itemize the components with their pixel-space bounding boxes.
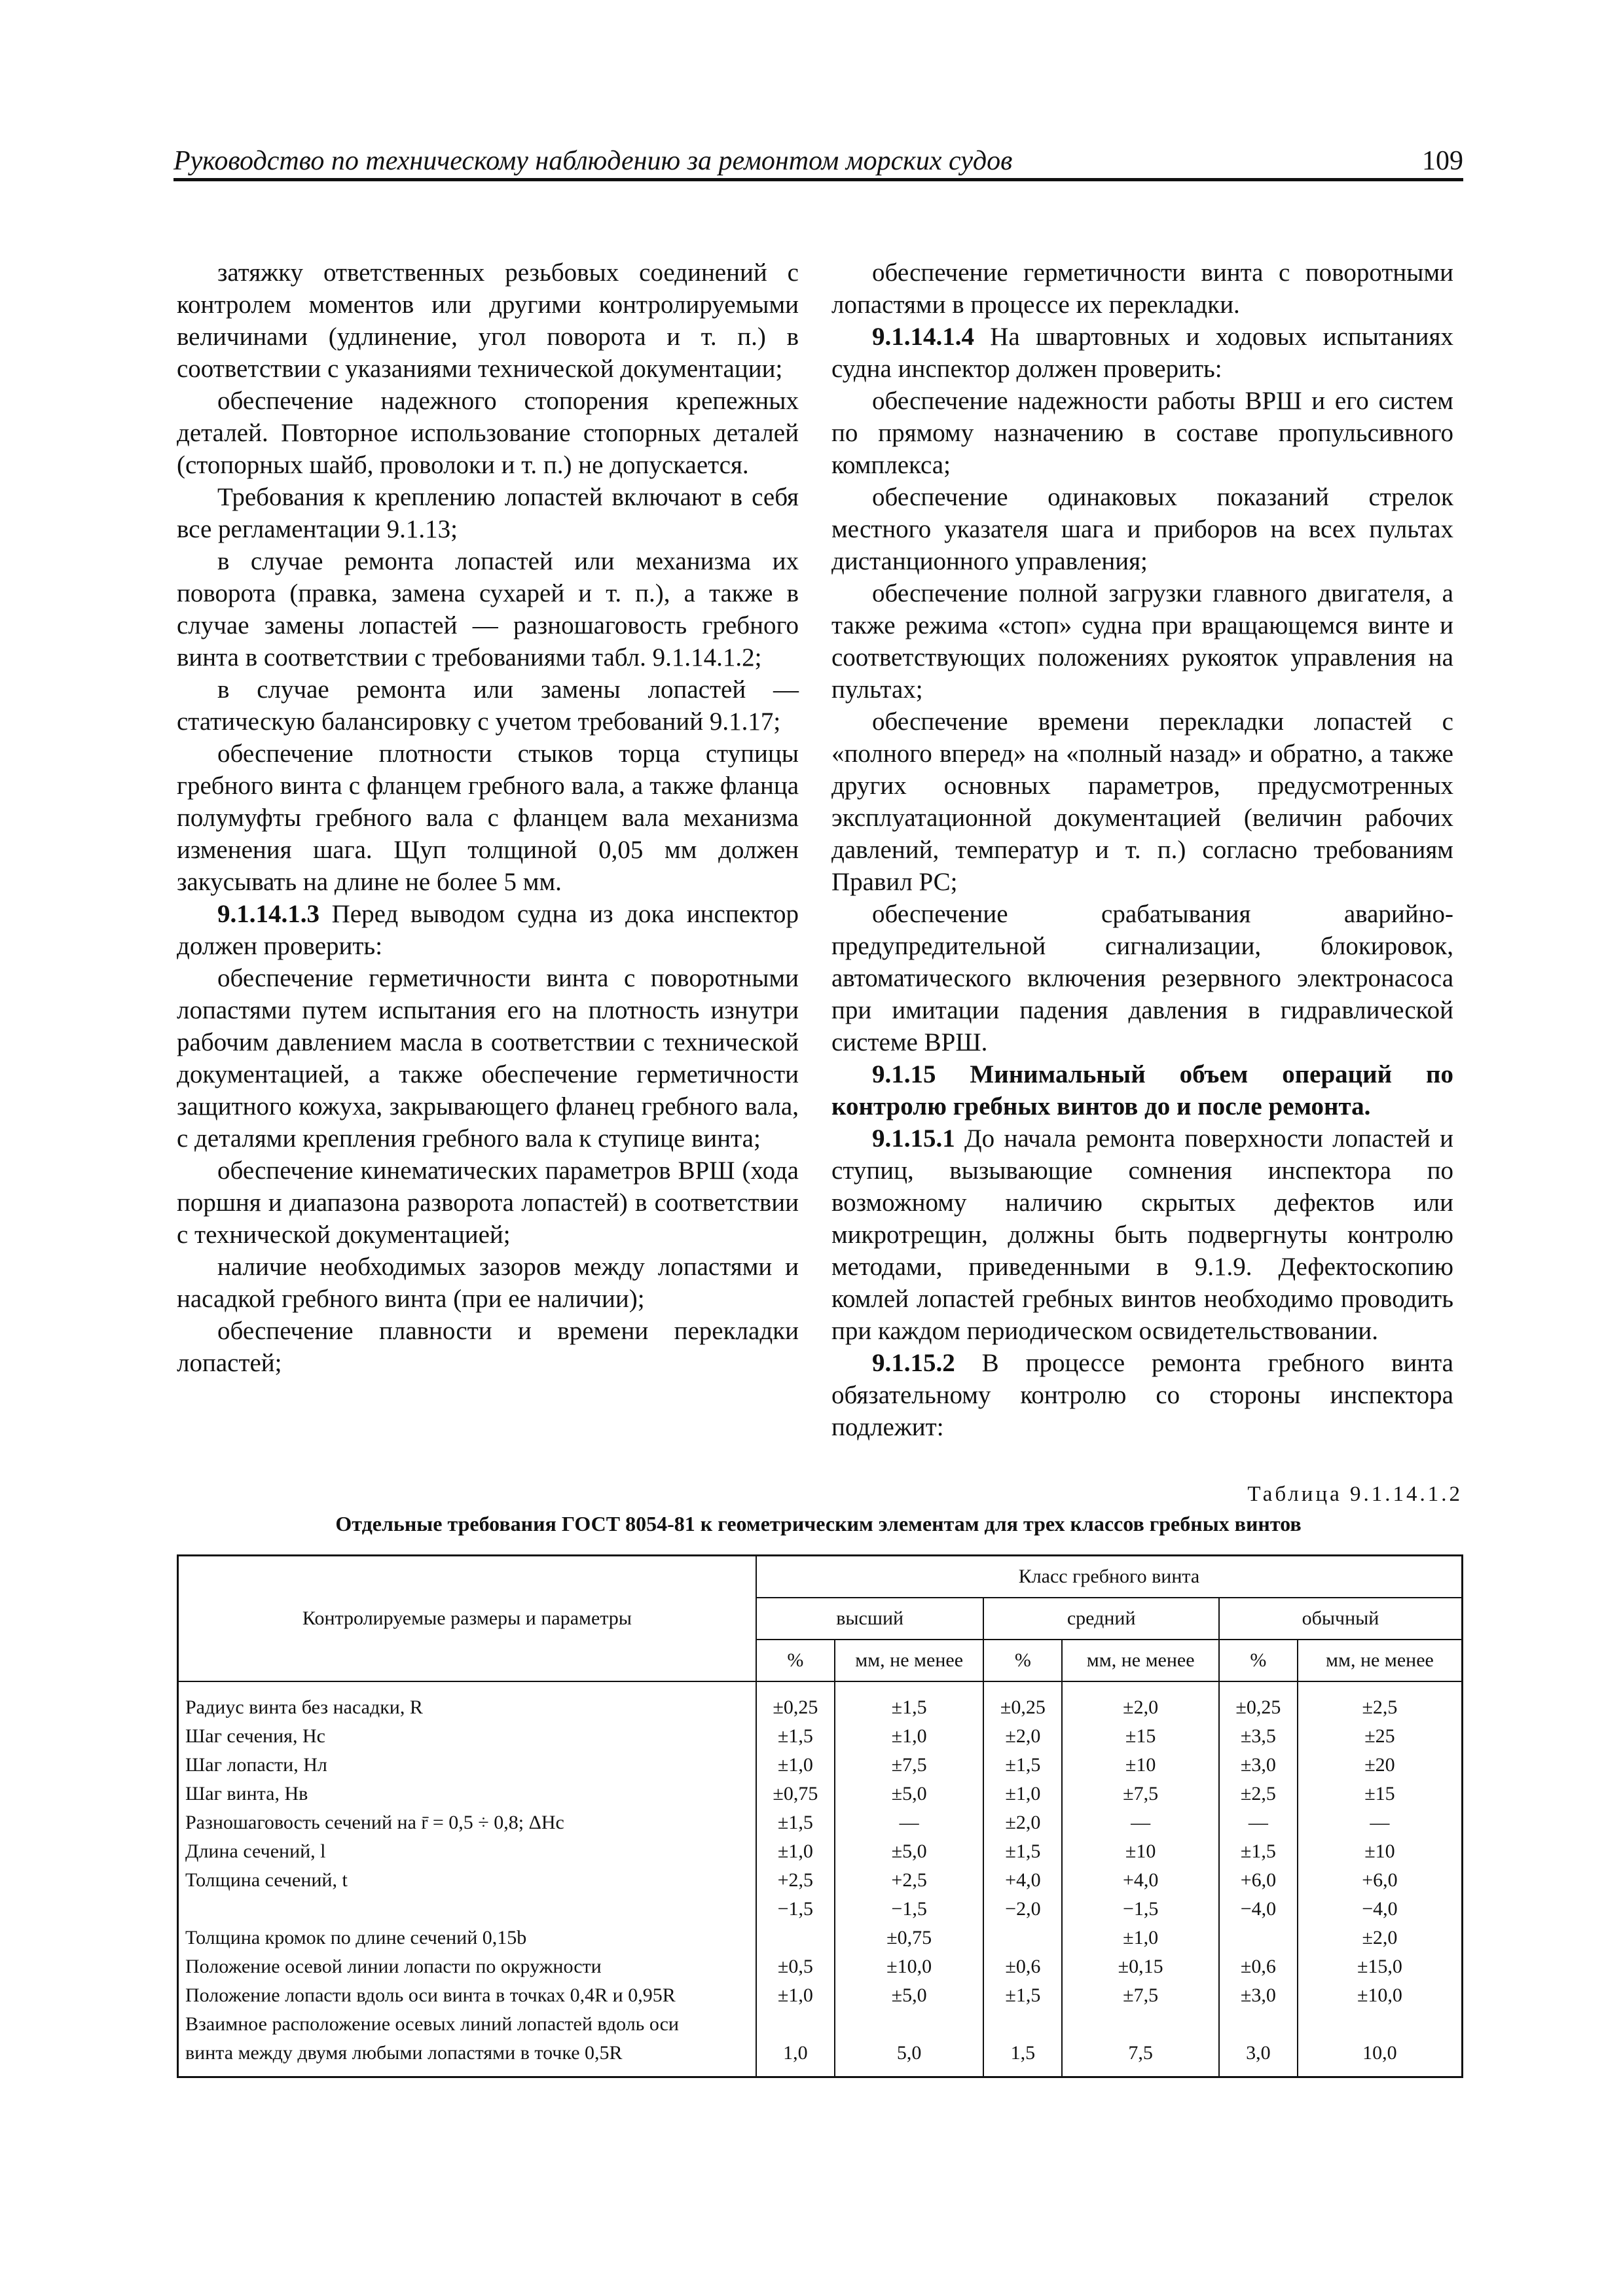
value-cell: ±1,0 [1062,1924,1219,1952]
value-cell: −1,5 [835,1895,984,1924]
value-cell: ±5,0 [835,1837,984,1866]
value-cell: — [1219,1808,1298,1837]
value-cell: ±1,0 [756,1981,835,2010]
value-cell [756,2010,835,2039]
table-row [178,1751,1463,1780]
value-cell: ±1,5 [835,1681,984,1722]
list-item: обеспечение одинаковых показаний стрелок местного указателя шага и приборов на всех пультах дистанционного управления; [831,483,1453,575]
header-class: Класс гребного винта [756,1556,1463,1598]
value-cell: ±0,75 [835,1924,984,1952]
table-row [178,1722,1463,1751]
requirements-table [177,1554,1463,2078]
param-cell: винта между двумя любыми лопастями в точке 0,5R [178,2039,756,2077]
list-item: обеспечение герметичности винта с поворотными лопастями путем испытания его на плотность изнутри рабочим давлением масла в соответствии с технической документацией, а также обеспечение герметичности защитного кожуха, закрывающего фланец гребного вала, с деталями крепления гребного вала к ступице винта; [177,964,799,1153]
value-cell [1219,1924,1298,1952]
value-cell: ±1,0 [756,1751,835,1780]
value-cell: +2,5 [756,1866,835,1895]
list-item: обеспечение времени перекладки лопастей с «полного вперед» на «полный назад» и обратно, а также других основных параметров, предусмотренных эксплуатационной документацией (величин рабочих давлений, температур и т. п.) согласно требованиям Правил РС; [831,708,1453,896]
value-cell: ±10 [1298,1837,1463,1866]
right-column [831,257,1453,1443]
value-cell: ±1,5 [756,1722,835,1751]
table-row [178,1681,1463,1722]
value-cell: ±2,5 [1219,1780,1298,1808]
value-cell: ±15 [1062,1722,1219,1751]
table-row [178,1981,1463,2010]
value-cell: ±0,25 [756,1681,835,1722]
section-text: На швартовных и ходовых испытаниях судна инспектор должен проверить: [831,323,1453,383]
list-item: обеспечение плавности и времени перекладки лопастей; [177,1317,799,1377]
value-cell [983,1924,1062,1952]
value-cell: ±10,0 [835,1952,984,1981]
param-cell: Радиус винта без насадки, R [178,1681,756,1722]
value-cell [1219,2010,1298,2039]
list-item: обеспечение кинематических параметров ВРШ (хода поршня и диапазона разворота лопастей) в соответствии с технической документацией; [177,1157,799,1249]
value-cell: −2,0 [983,1895,1062,1924]
value-cell [1298,2010,1463,2039]
value-cell: ±1,5 [983,1981,1062,2010]
page-number: 109 [1422,146,1463,176]
subheader: % [983,1640,1062,1681]
value-cell [1062,2010,1219,2039]
value-cell: −4,0 [1298,1895,1463,1924]
value-cell: ±7,5 [835,1751,984,1780]
section-number: 9.1.15.2 [872,1349,955,1377]
value-cell: — [1298,1808,1463,1837]
value-cell: ±3,0 [1219,1981,1298,2010]
section-number: 9.1.15.1 [872,1124,955,1153]
value-cell: — [1062,1808,1219,1837]
section-intro [831,321,1453,385]
param-cell: Положение лопасти вдоль оси винта в точках 0,4R и 0,95R [178,1981,756,2010]
paragraph: Требования к креплению лопастей включают в себя все регламентации 9.1.13; [177,483,799,543]
value-cell: ±0,5 [756,1952,835,1981]
value-cell: ±1,5 [983,1751,1062,1780]
value-cell: ±1,0 [983,1780,1062,1808]
section-heading: 9.1.15 Минимальный объем операций по контролю гребных винтов до и после ремонта. [831,1060,1453,1121]
value-cell: ±7,5 [1062,1981,1219,2010]
list-item: обеспечение срабатывания аварийно-предупредительной сигнализации, блокировок, автоматического включения резервного электронасоса при имитации падения давления в гидравлической системе ВРШ. [831,900,1453,1056]
value-cell: ±0,75 [756,1780,835,1808]
value-cell: ±10 [1062,1751,1219,1780]
value-cell: ±25 [1298,1722,1463,1751]
value-cell: ±0,6 [983,1952,1062,1981]
value-cell: ±0,15 [1062,1952,1219,1981]
value-cell: +4,0 [1062,1866,1219,1895]
table-row [178,1895,1463,1924]
left-column [177,257,799,1379]
value-cell: ±2,5 [1298,1681,1463,1722]
table-row [178,1924,1463,1952]
running-title: Руководство по техническому наблюдению за ремонтом морских судов [173,146,1013,176]
param-cell: Толщина кромок по длине сечений 0,15b [178,1924,756,1952]
paragraph: в случае ремонта или замены лопастей — статическую балансировку с учетом требований 9.1.17; [177,675,799,736]
paragraph: затяжку ответственных резьбовых соединений с контролем моментов или другими контролируемыми величинами (удлинение, угол поворота и т. п.) в соответствии с указаниями технической документации; [177,259,799,383]
param-cell: Шаг винта, Hв [178,1780,756,1808]
param-cell [178,1895,756,1924]
value-cell: ±3,5 [1219,1722,1298,1751]
header-param: Контролируемые размеры и параметры [178,1556,756,1682]
subheader: % [1219,1640,1298,1681]
value-cell: ±2,0 [1062,1681,1219,1722]
subheader: мм, не менее [1298,1640,1463,1681]
value-cell: ±5,0 [835,1981,984,2010]
value-cell: ±3,0 [1219,1751,1298,1780]
table-row [178,1837,1463,1866]
value-cell: +4,0 [983,1866,1062,1895]
value-cell: ±7,5 [1062,1780,1219,1808]
value-cell: ±0,6 [1219,1952,1298,1981]
table-row [178,1808,1463,1837]
value-cell: ±15,0 [1298,1952,1463,1981]
value-cell: +6,0 [1219,1866,1298,1895]
table-title: Отдельные требования ГОСТ 8054-81 к геометрическим элементам для трех классов гребных винтов [335,1512,1302,1535]
paragraph [831,1122,1453,1347]
value-cell: −1,5 [1062,1895,1219,1924]
param-cell: Разношаговость сечений на r̄ = 0,5 ÷ 0,8; ΔHс [178,1808,756,1837]
value-cell: ±1,0 [835,1722,984,1751]
paragraph [831,1347,1453,1443]
paragraph: в случае ремонта лопастей или механизма их поворота (правка, замена сухарей и т. п.), а также в случае замены лопастей — разношаговость гребного винта в соответствии с требованиями табл. 9.1.14.1.2; [177,547,799,672]
value-cell: ±15 [1298,1780,1463,1808]
table-row [178,1866,1463,1895]
table-row [178,2010,1463,2039]
value-cell: ±0,25 [983,1681,1062,1722]
value-cell: ±1,5 [1219,1837,1298,1866]
section-number: 9.1.14.1.4 [872,323,974,351]
value-cell: 5,0 [835,2039,984,2077]
list-item: обеспечение полной загрузки главного двигателя, а также режима «стоп» судна при вращающемся винте и соответствующих положениях рукояток управления на пультах; [831,579,1453,704]
value-cell: 10,0 [1298,2039,1463,2077]
value-cell: ±1,0 [756,1837,835,1866]
param-cell: Взаимное расположение осевых линий лопастей вдоль оси [178,2010,756,2039]
value-cell: ±10,0 [1298,1981,1463,2010]
value-cell: ±0,25 [1219,1681,1298,1722]
paragraph: обеспечение надежного стопорения крепежных деталей. Повторное использование стопорных деталей (стопорных шайб, проволоки и т. п.) не допускается. [177,387,799,479]
value-cell: −1,5 [756,1895,835,1924]
value-cell: 1,0 [756,2039,835,2077]
section-number: 9.1.14.1.3 [217,900,319,928]
value-cell: ±2,0 [1298,1924,1463,1952]
value-cell: ±20 [1298,1751,1463,1780]
subheader: мм, не менее [835,1640,984,1681]
section-text: В процессе ремонта гребного винта обязательному контролю со стороны инспектора подлежит: [831,1349,1453,1441]
value-cell: ±1,5 [756,1808,835,1837]
value-cell [756,1924,835,1952]
paragraph: обеспечение герметичности винта с поворотными лопастями в процессе их перекладки. [831,259,1453,319]
subheader: мм, не менее [1062,1640,1219,1681]
param-cell: Шаг лопасти, Hл [178,1751,756,1780]
param-cell: Шаг сечения, Hс [178,1722,756,1751]
paragraph: обеспечение плотности стыков торца ступицы гребного винта с фланцем гребного вала, а также фланца полумуфты гребного вала с фланцем вала механизма изменения шага. Щуп толщиной 0,05 мм должен закусывать на длине не более 5 мм. [177,740,799,896]
value-cell: +2,5 [835,1866,984,1895]
table-caption: Таблица 9.1.14.1.2 [1247,1482,1463,1506]
value-cell: −4,0 [1219,1895,1298,1924]
section-text: Перед выводом судна из дока инспектор должен проверить: [177,900,799,960]
table-row [178,2039,1463,2077]
value-cell: 3,0 [1219,2039,1298,2077]
value-cell: 7,5 [1062,2039,1219,2077]
value-cell: ±2,0 [983,1808,1062,1837]
param-cell: Длина сечений, l [178,1837,756,1866]
class-header: средний [983,1598,1219,1640]
page-header [173,144,1463,181]
section-intro [177,898,799,962]
value-cell: ±5,0 [835,1780,984,1808]
param-cell: Положение осевой линии лопасти по окружности [178,1952,756,1981]
list-item: обеспечение надежности работы ВРШ и его систем по прямому назначению в составе пропульсивного комплекса; [831,387,1453,479]
class-header: высший [756,1598,984,1640]
class-header: обычный [1219,1598,1463,1640]
subheader: % [756,1640,835,1681]
section-text: До начала ремонта поверхности лопастей и ступиц, вызывающие сомнения инспектора по возможному наличию скрытых дефектов или микротрещин, должны быть подвергнуты контролю методами, приведенными в 9.1.9. Дефектоскопию комлей лопастей гребных винтов необходимо проводить при каждом периодическом освидетельствовании. [831,1124,1453,1345]
table-body [178,1681,1463,2077]
list-item: наличие необходимых зазоров между лопастями и насадкой гребного винта (при ее наличии); [177,1253,799,1313]
value-cell: ±10 [1062,1837,1219,1866]
value-cell [983,2010,1062,2039]
value-cell [835,2010,984,2039]
param-cell: Толщина сечений, t [178,1866,756,1895]
value-cell: ±2,0 [983,1722,1062,1751]
table-row [178,1780,1463,1808]
value-cell: 1,5 [983,2039,1062,2077]
value-cell: — [835,1808,984,1837]
value-cell: ±1,5 [983,1837,1062,1866]
value-cell: +6,0 [1298,1866,1463,1895]
table-row [178,1952,1463,1981]
